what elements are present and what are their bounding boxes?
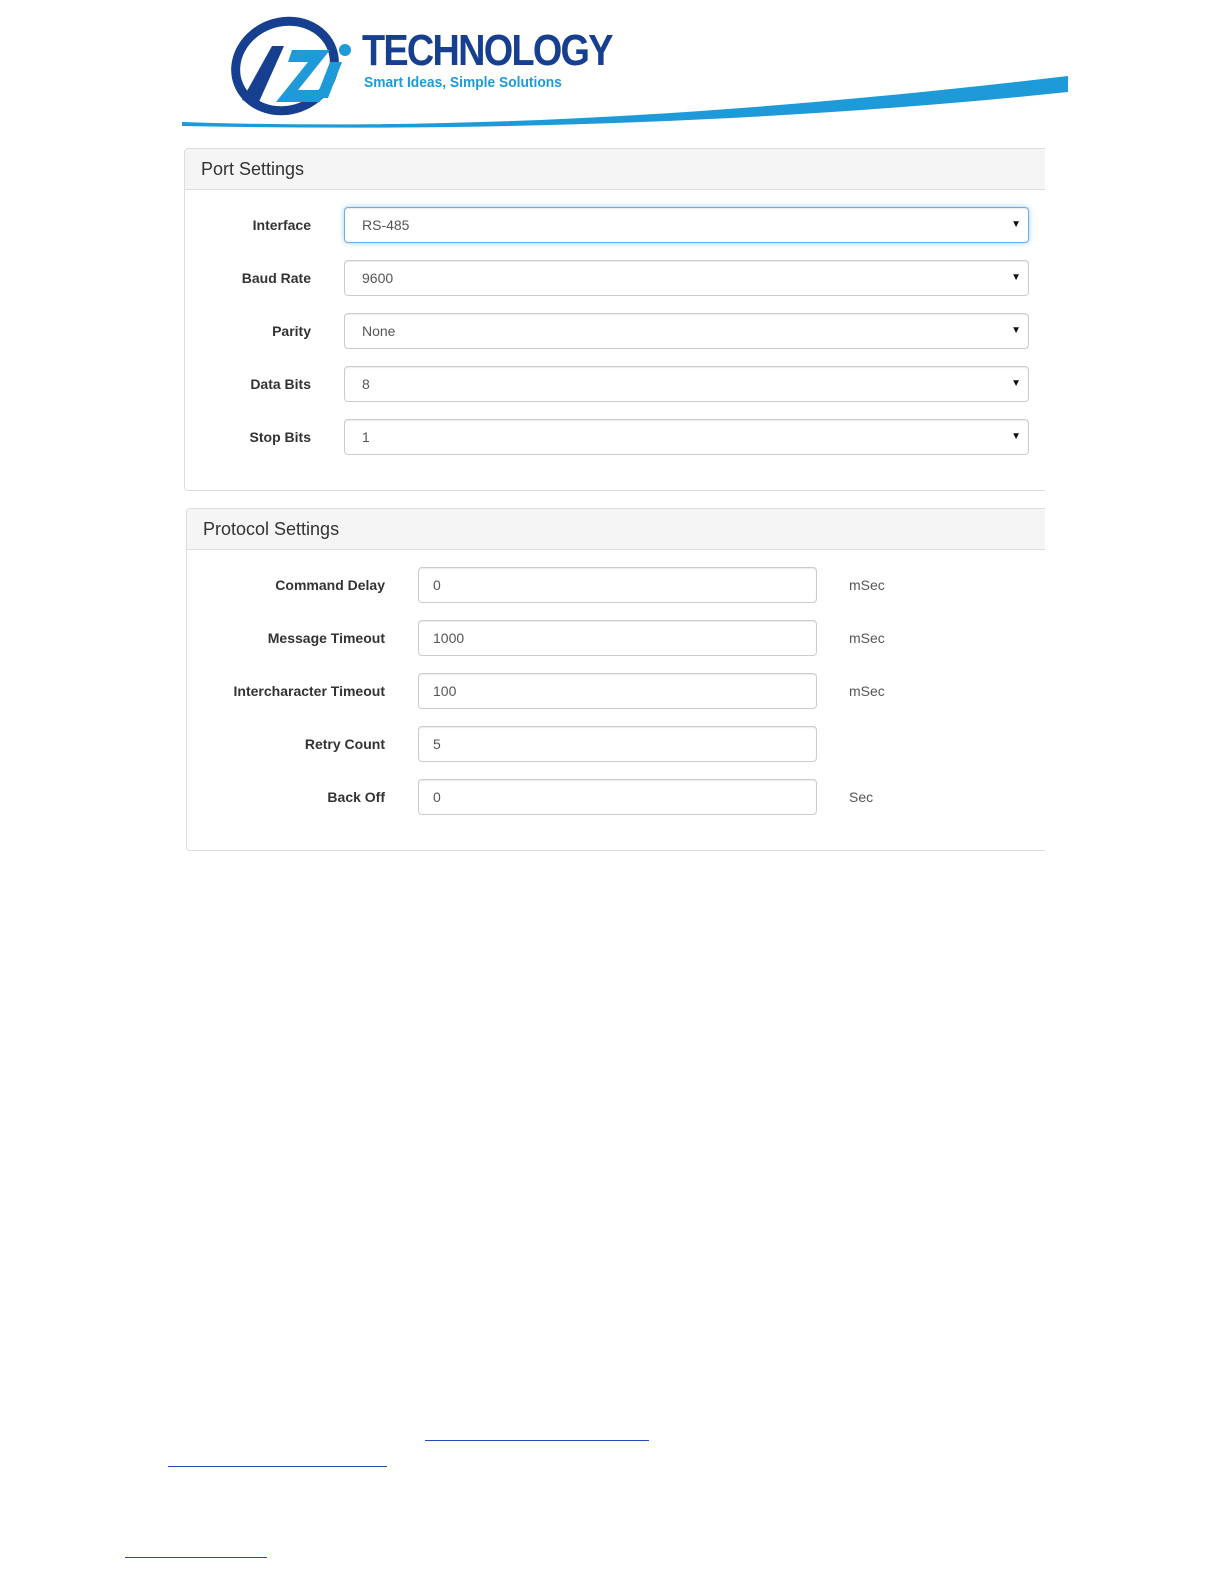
field-label: Stop Bits bbox=[249, 429, 311, 445]
form-row-message-timeout bbox=[187, 620, 1045, 656]
brand-title: TECHNOLOGY bbox=[362, 26, 612, 75]
form-row-interface bbox=[185, 207, 1045, 243]
form-row-intercharacter-timeout bbox=[187, 673, 1045, 709]
form-row-command-delay bbox=[187, 567, 1045, 603]
select-value: 9600 bbox=[362, 270, 394, 286]
field-label: Back Off bbox=[327, 789, 385, 805]
panel-title: Protocol Settings bbox=[187, 509, 1045, 550]
select-value: 1 bbox=[362, 429, 370, 445]
form-row-parity bbox=[185, 313, 1045, 349]
select-value: RS-485 bbox=[362, 217, 410, 233]
intercharacter-timeout-input[interactable] bbox=[418, 673, 817, 709]
hyperlink-underline[interactable] bbox=[425, 1440, 649, 1441]
field-label: Baud Rate bbox=[241, 270, 311, 286]
form-row-data-bits bbox=[185, 366, 1045, 402]
select-value: None bbox=[362, 323, 396, 339]
dropdown-caret-icon: ▼ bbox=[1011, 219, 1021, 230]
hyperlink-underline[interactable] bbox=[125, 1557, 267, 1558]
form-row-retry-count bbox=[187, 726, 1045, 762]
field-label: Interface bbox=[252, 217, 311, 233]
field-label: Message Timeout bbox=[267, 630, 385, 646]
field-label: Command Delay bbox=[275, 577, 385, 593]
protocol-settings-panel bbox=[186, 508, 1045, 851]
panel-title: Port Settings bbox=[185, 149, 1045, 190]
header-banner bbox=[180, 10, 1070, 135]
form-row-baud-rate bbox=[185, 260, 1045, 296]
select-value: 8 bbox=[362, 376, 370, 392]
brand-logo-graphic bbox=[180, 10, 1070, 135]
field-label: Data Bits bbox=[250, 376, 311, 392]
command-delay-input[interactable] bbox=[418, 567, 817, 603]
brand-tagline: Smart Ideas, Simple Solutions bbox=[364, 74, 562, 91]
dropdown-caret-icon: ▼ bbox=[1011, 325, 1021, 336]
port-settings-panel bbox=[184, 148, 1045, 491]
form-row-stop-bits bbox=[185, 419, 1045, 455]
unit-label: Sec bbox=[849, 789, 874, 805]
parity-select[interactable] bbox=[344, 313, 1029, 349]
interface-select[interactable] bbox=[344, 207, 1029, 243]
data-bits-select[interactable] bbox=[344, 366, 1029, 402]
hyperlink-underline[interactable] bbox=[168, 1466, 387, 1467]
baud-rate-select[interactable] bbox=[344, 260, 1029, 296]
form-row-back-off bbox=[187, 779, 1045, 815]
stop-bits-select[interactable] bbox=[344, 419, 1029, 455]
unit-label: mSec bbox=[849, 683, 885, 699]
unit-label: mSec bbox=[849, 577, 885, 593]
unit-label: mSec bbox=[849, 630, 885, 646]
message-timeout-input[interactable] bbox=[418, 620, 817, 656]
dropdown-caret-icon: ▼ bbox=[1011, 272, 1021, 283]
back-off-input[interactable] bbox=[418, 779, 817, 815]
retry-count-input[interactable] bbox=[418, 726, 817, 762]
field-label: Retry Count bbox=[304, 736, 385, 752]
dropdown-caret-icon: ▼ bbox=[1011, 378, 1021, 389]
field-label: Intercharacter Timeout bbox=[233, 683, 385, 699]
field-label: Parity bbox=[272, 323, 311, 339]
dropdown-caret-icon: ▼ bbox=[1011, 431, 1021, 442]
